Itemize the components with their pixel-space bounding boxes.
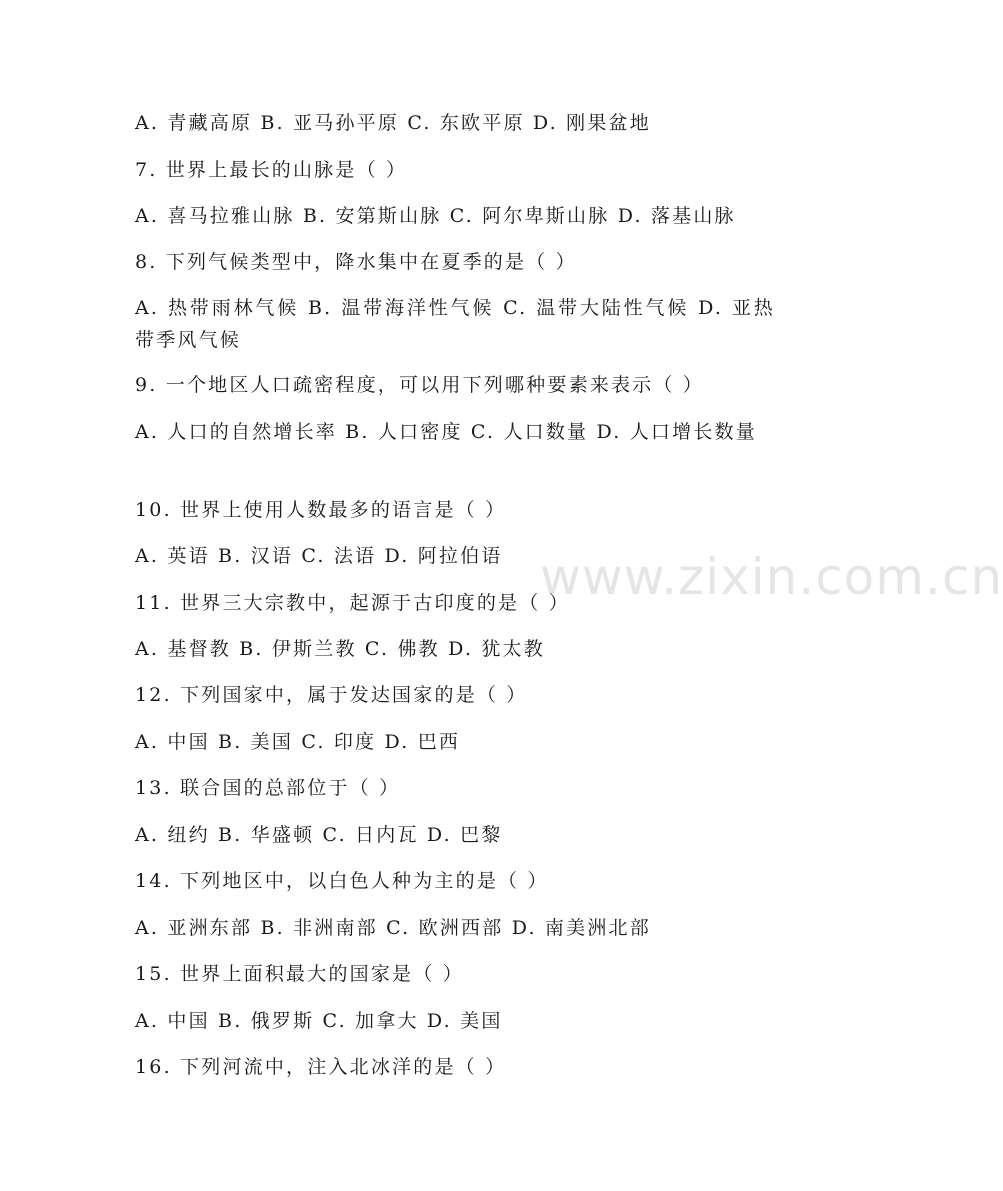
- q10-options: A. 英语 B. 汉语 C. 法语 D. 阿拉伯语: [135, 545, 503, 567]
- q14-question: 14. 下列地区中，以白色人种为主的是（ ）: [135, 870, 549, 892]
- q15-options: A. 中国 B. 俄罗斯 C. 加拿大 D. 美国: [135, 1010, 503, 1032]
- q11-options: A. 基督教 B. 伊斯兰教 C. 佛教 D. 犹太教: [135, 638, 545, 660]
- q8-options: A. 热带雨林气候 B. 温带海洋性气候 C. 温带大陆性气候 D. 亚热带季风气候: [135, 297, 775, 351]
- q10-question: 10. 世界上使用人数最多的语言是（ ）: [135, 499, 507, 521]
- q14-options: A. 亚洲东部 B. 非洲南部 C. 欧洲西部 D. 南美洲北部: [135, 917, 651, 939]
- q12-options: A. 中国 B. 美国 C. 印度 D. 巴西: [135, 731, 461, 753]
- q6-options: A. 青藏高原 B. 亚马孙平原 C. 东欧平原 D. 刚果盆地: [135, 112, 651, 134]
- q9-options: A. 人口的自然增长率 B. 人口密度 C. 人口数量 D. 人口增长数量: [135, 421, 757, 443]
- q16-question: 16. 下列河流中，注入北冰洋的是（ ）: [135, 1056, 507, 1078]
- q7-options: A. 喜马拉雅山脉 B. 安第斯山脉 C. 阿尔卑斯山脉 D. 落基山脉: [135, 205, 736, 227]
- q15-question: 15. 世界上面积最大的国家是（ ）: [135, 963, 464, 985]
- q11-question: 11. 世界三大宗教中，起源于古印度的是（ ）: [135, 592, 570, 614]
- q7-question: 7. 世界上最长的山脉是（ ）: [135, 159, 408, 181]
- watermark: www.zixin.com.cn: [540, 548, 1003, 606]
- q13-options: A. 纽约 B. 华盛顿 C. 日内瓦 D. 巴黎: [135, 824, 503, 846]
- q8-question: 8. 下列气候类型中，降水集中在夏季的是（ ）: [135, 251, 577, 273]
- q9-question: 9. 一个地区人口疏密程度，可以用下列哪种要素来表示（ ）: [135, 374, 705, 396]
- q13-question: 13. 联合国的总部位于（ ）: [135, 777, 401, 799]
- q12-question: 12. 下列国家中，属于发达国家的是（ ）: [135, 684, 528, 706]
